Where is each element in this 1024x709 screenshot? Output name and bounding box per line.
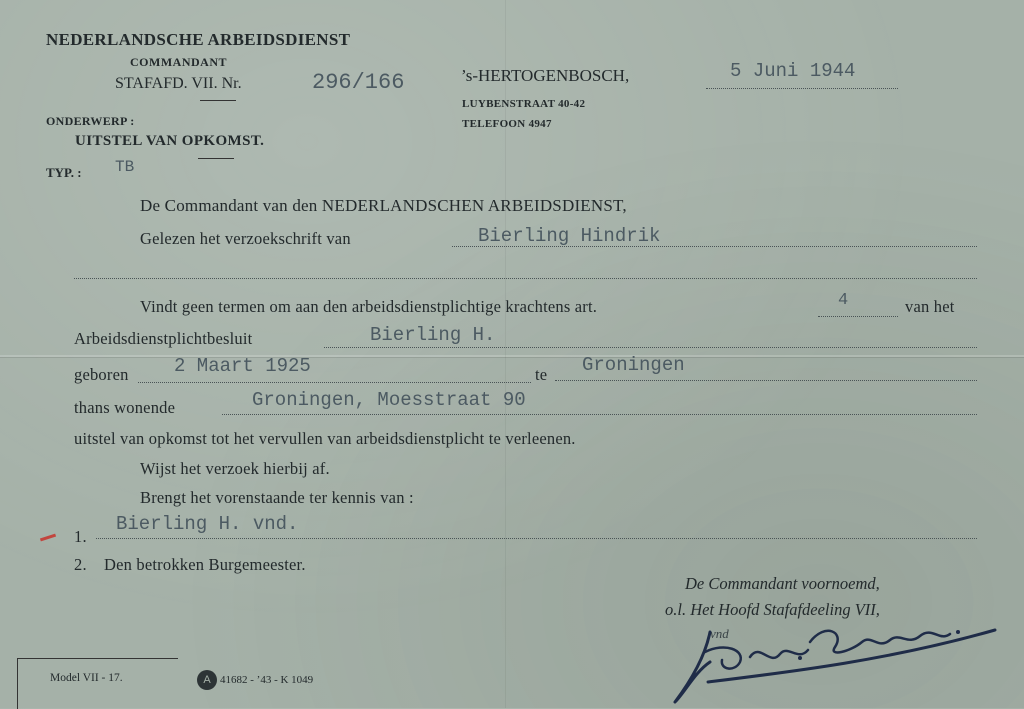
closing-department: o.l. Het Hoofd Stafafdeeling VII, [665, 600, 880, 619]
staff-label: STAFAFD. VII. Nr. [115, 75, 242, 92]
decision-text: Vindt geen termen om aan den arbeidsdienstplichtige krachtens art. [140, 297, 598, 316]
dotted-line [818, 316, 898, 317]
street-address: LUYBENSTRAAT 40-42 [462, 98, 586, 110]
recipient-name: Den betrokken Burgemeester. [104, 555, 306, 574]
reference-number: 296/166 [312, 70, 405, 95]
typist-initials: TB [115, 158, 135, 176]
typist-label: TYP. : [46, 165, 82, 180]
subject: UITSTEL VAN OPKOMST. [75, 133, 265, 149]
recipient-number: 1. [74, 527, 87, 546]
dotted-line [96, 538, 977, 539]
model-number: Model VII - 17. [50, 672, 123, 684]
organization-name: NEDERLANDSCHE ARBEIDSDIENST [46, 30, 351, 49]
dotted-line [555, 380, 977, 381]
decree-label: Arbeidsdienstplichtbesluit [74, 329, 253, 348]
subject-label: ONDERWERP : [46, 114, 135, 128]
printer-mark-icon: A [197, 670, 217, 690]
signature [650, 612, 1010, 708]
divider [200, 100, 236, 101]
article-number: 4 [838, 291, 849, 310]
date-line [706, 88, 898, 89]
residence-address: Groningen, Moesstraat 90 [252, 389, 526, 411]
dotted-line [324, 347, 977, 348]
city: ’s-HERTOGENBOSCH, [461, 66, 630, 85]
closing-title: De Commandant voornoemd, [685, 574, 880, 593]
intro-line: De Commandant van den NEDERLANDSCHEN ARBEIDSDIENST, [140, 196, 627, 215]
letter-date: 5 Juni 1944 [730, 60, 856, 82]
divider [198, 158, 234, 159]
red-mark [40, 534, 56, 542]
birth-place: Groningen [582, 354, 685, 376]
request-label: Gelezen het verzoekschrift van [140, 229, 351, 248]
recipient-number: 2. [74, 555, 87, 574]
notify-label: Brengt het vorenstaande ter kennis van : [140, 488, 414, 507]
born-label: geboren [74, 365, 129, 384]
decision-end: uitstel van opkomst tot het vervullen van arbeidsdienstplicht te verleenen. [74, 429, 576, 448]
applicant-name: Bierling Hindrik [478, 225, 661, 247]
phone-number: TELEFOON 4947 [462, 118, 552, 130]
rejection-line: Wijst het verzoek hierbij af. [140, 459, 330, 478]
dotted-line [222, 414, 977, 415]
closing-abbreviation: vnd [710, 626, 729, 641]
dotted-line [74, 278, 977, 279]
paper-fold [0, 355, 1024, 357]
person-name: Bierling H. [370, 324, 496, 346]
recipient-name: Bierling H. vnd. [116, 513, 299, 535]
print-number: 41682 - ’43 - K 1049 [220, 674, 314, 686]
decision-text-end: van het [905, 297, 955, 316]
department-name: COMMANDANT [130, 55, 227, 69]
birth-date: 2 Maart 1925 [174, 355, 311, 377]
place-label: te [535, 365, 548, 384]
residence-label: thans wonende [74, 398, 176, 417]
dotted-line [138, 382, 531, 383]
